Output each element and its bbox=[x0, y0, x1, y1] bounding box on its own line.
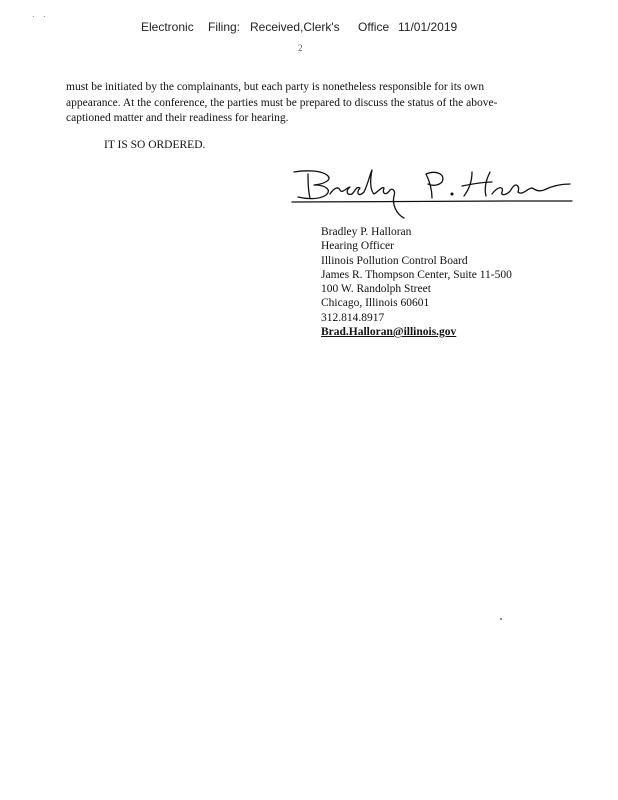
signer-title: Hearing Officer bbox=[321, 240, 394, 253]
address-street: 100 W. Randolph Street bbox=[321, 283, 431, 296]
scan-artifact-dots: . . bbox=[32, 9, 49, 19]
it-is-so-ordered: IT IS SO ORDERED. bbox=[104, 139, 206, 151]
order-body-paragraph bbox=[66, 80, 536, 127]
header-electronic: Electronic bbox=[141, 20, 194, 34]
handwritten-signature bbox=[286, 160, 576, 220]
address-city: Chicago, Illinois 60601 bbox=[321, 297, 430, 310]
body-line: appearance. At the conference, the parties must be prepared to discuss the status of the above- bbox=[66, 96, 498, 109]
header-filing: Filing: bbox=[208, 20, 241, 34]
signature-block bbox=[321, 225, 512, 339]
email-link[interactable]: Brad.Halloran@illinois.gov bbox=[321, 326, 457, 339]
header-office: Office bbox=[358, 20, 390, 34]
phone-number: 312.814.8917 bbox=[321, 311, 385, 324]
address-building: James R. Thompson Center, Suite 11-500 bbox=[321, 268, 512, 281]
body-line: must be initiated by the complainants, but each party is nonetheless responsible for its own bbox=[66, 81, 485, 93]
header-date: 11/01/2019 bbox=[398, 20, 458, 34]
signer-name: Bradley P. Halloran bbox=[321, 226, 412, 238]
header-received: Received,Clerk's bbox=[250, 20, 340, 34]
scan-artifact-dot bbox=[500, 618, 502, 620]
page-number: 2 bbox=[298, 43, 303, 53]
agency-name: Illinois Pollution Control Board bbox=[321, 254, 468, 267]
filing-stamp-header bbox=[0, 20, 618, 38]
body-line: captioned matter and their readiness for hearing. bbox=[66, 112, 289, 124]
